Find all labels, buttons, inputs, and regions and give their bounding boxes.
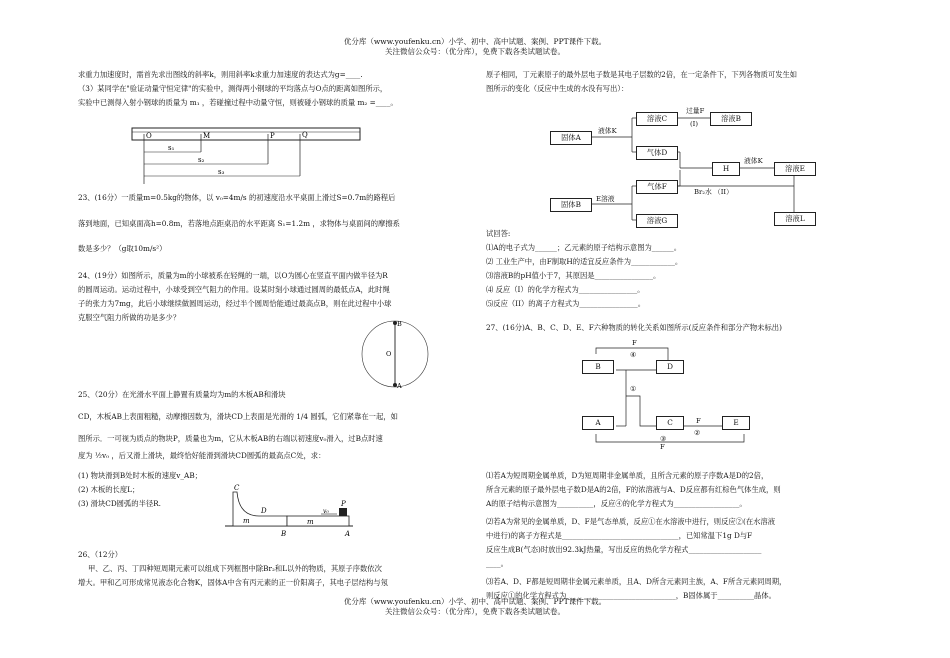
q23-line-a: 23、(16分）一质量m=0.5kg的物体，以 v₀=4m/s 的初速度沿水平桌面上滑过S=0.7m的路程后 [78, 193, 396, 202]
fig1-label-s3: s₃ [218, 168, 225, 176]
fig1-label-s1: s₁ [168, 144, 175, 152]
part2-line-a: ⑵若A为常见的金属单质，D、F是气态单质，反应①在水溶液中进行，则反应②(在水溶液 [486, 517, 776, 526]
board-slider-figure [225, 482, 355, 538]
fig2-label-o: O [386, 350, 392, 358]
box-solution-b: 溶液B [710, 112, 752, 126]
box-solution-g: 溶液G [636, 214, 678, 228]
fig3-label-v0: v₀ [323, 508, 329, 515]
node-d: D [656, 360, 684, 374]
header-line-1: 优分库（www.youfenku.cn）小学、初中、高中试题、案例、PPT课件下载。 [343, 37, 607, 46]
q25-line-g: (3) 滑块CD圆弧的半径R. [78, 499, 161, 508]
q22-line-c: 实验中已测得入射小钢球的质量为 m₁ ，若碰撞过程中动量守恒，则被碰小钢球的质量 m₂ =____。 [78, 98, 398, 107]
q24-line-a: 24、(19分）如图所示，质量为m的小球被系在轻绳的一端，以O为圆心在竖直平面内做半径为R [78, 271, 388, 280]
right-column [486, 0, 878, 658]
fig1-label-o: O [146, 132, 152, 140]
fig2-label-a: A [397, 382, 402, 390]
part2-line-c: 反应生成B(气态)时放出92.3kJ热量，写出反应的热化学方程式____________________ [486, 545, 762, 554]
fig1-label-s2: s₂ [198, 156, 205, 164]
fig1-label-q: Q [302, 131, 308, 139]
fig1-label-m: M [203, 132, 211, 140]
fig3-label-m2: m [307, 518, 314, 526]
box-gas-d: 气体D [636, 146, 678, 160]
label-liquid-k: 液体K [598, 127, 617, 135]
label-liquid-k-2: 液体K [744, 157, 763, 165]
step-3-label: ③ [660, 435, 667, 443]
q25-line-a: 25、（20分）在光滑水平面上静置有质量均为m的木板AB和滑块 [78, 390, 286, 399]
part3-line-a: ⑶若A、D、F都是短周期非金属元素单质，且A、D所含元素同主族，A、F所含元素同周期， [486, 577, 787, 586]
box-solution-c: 溶液C [636, 112, 678, 126]
transformation-diagram [582, 336, 762, 451]
part1-line-c: A的原子结构示意图为__________，反应④的化学方程式为__________________。 [486, 499, 747, 508]
label-reaction-i: (I) [690, 120, 698, 128]
step-1-label: ① [630, 385, 637, 393]
answer-line-4: ⑷ 反应（I）的化学方程式为________________。 [486, 285, 645, 294]
node-a: A [582, 416, 614, 430]
q26-line-a: 26、（12分） [78, 550, 123, 559]
arrow-label-f-mid: F [696, 417, 701, 425]
box-h: H [712, 162, 740, 176]
q22-line-a: 求重力加速度时，需首先求出图线的斜率k，则用斜率k求重力加速度的表达式为g=____. [78, 70, 363, 79]
q23-line-b: 落到地面，已知桌面高h=0.8m，若落地点距桌沿的水平距离 S₁=1.2m ，求物体与桌面间的摩擦系 [78, 219, 400, 228]
q25-line-b: CD，木板AB上表面粗糙，动摩擦因数为，滑块CD上表面是光滑的 1/4 圆弧，它们紧靠在一起，如 [78, 412, 398, 421]
node-e: E [722, 416, 750, 430]
answer-intro: 试回答: [486, 229, 511, 238]
q27-title: 27、(16分)A、B、C、D、E、F六种物质的转化关系如图所示(反应条件和部分产物未标出) [486, 323, 782, 332]
part2-line-b: 中进行)的离子方程式是________________________________，已知常温下1g D与F [486, 531, 753, 540]
q24-line-c: 子的张力为7mg，此后小球继续做圆周运动，经过半个圆周恰能通过最高点B，则在此过程中小球 [78, 299, 392, 308]
q26-line-c: 增大。甲和乙可形成常见液态化合物K，固体A中含有丙元素的正一价阳离子，其电子层结构与氖 [78, 578, 388, 587]
box-solid-b: 固体B [550, 198, 592, 212]
answer-line-3: ⑶溶液B的pH值小于7，其原因是________________。 [486, 271, 661, 280]
node-b: B [582, 360, 614, 374]
arrow-label-f-bottom: F [660, 443, 665, 451]
q24-line-d: 克服空气阻力所做的功是多少？ [78, 313, 181, 322]
step-4-label: ④ [630, 351, 637, 359]
reaction-flow-diagram [548, 104, 848, 230]
fig3-label-d: D [261, 507, 267, 515]
left-column [78, 0, 464, 658]
fig3-label-m1: m [243, 517, 250, 525]
q26-line-e: 图所示的变化（反应中生成的水没有写出）： [486, 84, 629, 93]
part3-line-b: 则反应①的化学方程式为______________________________，B固体属于__________晶体。 [486, 591, 776, 600]
header-line-2: 关注微信公众号：（优分库），免费下载各类试题试卷。 [385, 47, 565, 56]
footer-line-1: 优分库（www.youfenku.cn）小学、初中、高中试题、案例、PPT课件下载。 [343, 597, 607, 606]
fig3-label-a: A [345, 530, 351, 538]
box-solution-e: 溶液E [774, 162, 816, 176]
fig2-label-b: B [397, 320, 402, 328]
footer-line-2: 关注微信公众号：（优分库），免费下载各类试题试卷。 [385, 607, 565, 616]
fig1-label-p: P [270, 132, 275, 140]
label-br2-water: Br₂水 （II） [694, 188, 733, 196]
step-2-label: ② [694, 429, 701, 437]
answer-line-1: ⑴A的电子式为______；乙元素的原子结构示意图为______。 [486, 243, 681, 252]
vertical-circle-figure [360, 316, 430, 392]
q25-line-e: (1) 物块滑到B处时木板的速度v_AB； [78, 471, 202, 480]
q26-line-d: 原子相同，丁元素原子的最外层电子数是其电子层数的2倍，在一定条件下，下列各物质可发生如 [486, 70, 798, 79]
q22-line-b: （3）某同学在"验证动量守恒定律"的实验中，测得两小钢球的平均落点与O点的距离如图所示， [78, 84, 388, 93]
part1-line-b: 所含元素的原子最外层电子数D是A的2倍，F的浓溶液与A、D反应都有红棕色气体生成，则 [486, 485, 781, 494]
box-gas-f: 气体F [636, 180, 678, 194]
label-excess-f: 过量F [686, 107, 705, 115]
momentum-experiment-figure [128, 118, 388, 190]
q25-line-f: (2) 木板的长度L； [78, 485, 140, 494]
q24-line-b: 的圆周运动。运动过程中，小球受到空气阻力的作用。设某时刻小球通过圆周的最低点A，此时绳 [78, 285, 390, 294]
answer-line-2: ⑵ 工业生产中，由F制取H的适宜反应条件为____________。 [486, 257, 683, 266]
label-e-solution: E溶液 [596, 195, 615, 203]
q23-line-c: 数是多少？（g取10m/s²） [78, 244, 167, 253]
q26-line-b: 甲、乙、丙、丁四种短周期元素可以组成下列框图中除Br₂和L以外的物质，其原子序数依次 [88, 564, 382, 573]
box-solution-l: 溶液L [774, 212, 816, 226]
part1-line-a: ⑴若A为短周期金属单质，D为短周期非金属单质，且所含元素的原子序数A是D的2倍， [486, 471, 769, 480]
page-footer [0, 597, 950, 617]
fig3-label-c: C [234, 484, 240, 492]
node-c: C [656, 416, 684, 430]
q25-line-c: 图所示．一可视为质点的物块P，质量也为m，它从木板AB的右端以初速度v₀滑入，过B点时速 [78, 434, 383, 443]
box-solid-a: 固体A [550, 131, 592, 145]
answer-line-5: ⑸反应（II）的离子方程式为________________。 [486, 299, 645, 308]
fig3-label-p: P [341, 500, 346, 508]
q25-line-d: 度为 ½v₀ ，后又滑上滑块，最终恰好能滑到滑块CD圆弧的最高点C处，求： [78, 451, 326, 460]
part2-line-d: ____。 [486, 559, 508, 568]
fig3-label-b: B [281, 530, 287, 538]
arrow-label-f-top: F [632, 339, 637, 347]
